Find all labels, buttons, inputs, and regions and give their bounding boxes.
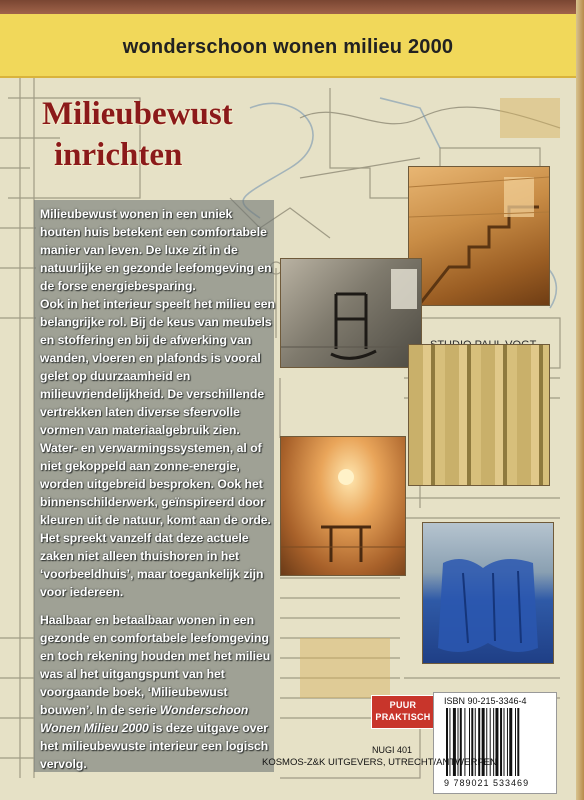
series-title: wonderschoon wonen milieu 2000 — [122, 36, 454, 58]
blurb-paragraph-3-end: is deze uitgave over het milieubewuste interieur een logisch vervolg. — [40, 721, 269, 771]
puur-praktisch-logo — [371, 695, 435, 729]
book-title-line-1: Milieubewust — [42, 96, 233, 132]
chair-illustration — [281, 259, 421, 367]
photo-wooden-staircase — [408, 166, 550, 306]
photo-bamboo — [408, 344, 550, 486]
dining-illustration — [281, 437, 405, 575]
book-title — [42, 94, 233, 176]
blurb-paragraph-3-start: Haalbaar en betaalbaar wonen in een gezonde en comfortabele leefomgeving en toch rekening houden met het milieu was al het uitgangspunt van het voorgaande boek, ‘Milieubewust bouwen’. In de serie — [40, 613, 271, 717]
logo-line-2: PRAKTISCH — [375, 712, 431, 722]
nugi-code: NUGI 401 — [372, 745, 413, 755]
photo-blue-fabric — [422, 522, 554, 664]
cover-side-edge — [576, 0, 584, 800]
cover-top-edge — [0, 0, 584, 14]
blurb-paragraph-2: Ook in het interieur speelt het milieu een belangrijke rol. Bij de keus van meubels en stoffering en bij de afwerking van wanden, vloeren en plafonds is vooral gelet op duurzaamheid en milieuvriendelijkheid. De verschillende vertrekken laten diverse sfeervolle vormen van materiaalgebruik zien. Water- en verwarmingssystemen, al of niet gekoppeld aan zonne-energie, worden uitgebreid besproken. Ook het binnenschilderwerk, geïnspireerd door kleuren uit de natuur, komt aan de orde. Het spreekt vanzelf dat deze actuele zaken niet alleen thuishoren in het ‘voorbeeldhuis’, maar toegankelijk zijn voor iedereen. — [40, 297, 276, 599]
staircase-illustration — [409, 167, 549, 305]
barcode-bar — [517, 708, 519, 776]
photo-rocking-chair — [280, 258, 422, 368]
logo-line-1: PUUR — [389, 700, 417, 710]
barcode-bar — [515, 708, 516, 776]
barcode-bar — [509, 708, 512, 776]
blurb-paragraph-1: Milieubewust wonen in een uniek houten huis betekent een comfortabele manier van leven. De luxe zit in de natuurlijke en gezonde leefomgeving en de forse energiebesparing. — [40, 207, 272, 293]
barcode-bar — [500, 708, 502, 776]
barcode-bar — [504, 708, 505, 776]
isbn: ISBN 90-215-3346-4 — [444, 696, 527, 706]
blurb — [40, 205, 276, 783]
publisher: KOSMOS-Z&K UITGEVERS, UTRECHT/ANTWERPEN — [262, 757, 497, 768]
barcode-bar — [507, 708, 508, 776]
photo-dining-room — [280, 436, 406, 576]
fabric-illustration — [423, 523, 553, 663]
series-name-italic: Wonderschoon Wonen Milieu 2000 — [40, 703, 249, 735]
book-title-line-2: inrichten — [54, 137, 183, 173]
barcode-number: 9 789021 533469 — [444, 778, 530, 788]
blurb-paragraph-3 — [40, 611, 276, 773]
